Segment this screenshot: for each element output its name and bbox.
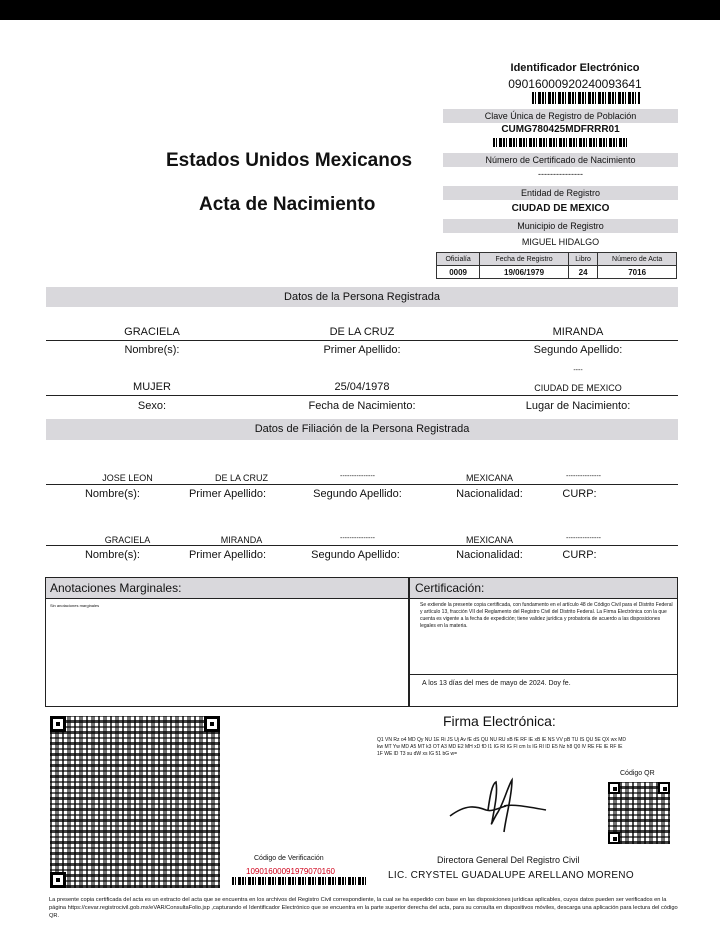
qr-finder	[658, 782, 670, 794]
id-barcode	[532, 92, 640, 104]
divider	[46, 395, 678, 396]
person-birthplace-label: Lugar de Nacimiento:	[525, 400, 631, 412]
parent2-nationality: MEXICANA	[465, 535, 513, 545]
parent1-surname1: DE LA CRUZ	[214, 473, 268, 483]
person-name-label: Nombre(s):	[124, 344, 180, 356]
certificate-label: Número de Certificado de Nacimiento	[443, 153, 678, 167]
header-libro: Libro	[568, 253, 597, 266]
person-sex-label: Sexo:	[137, 400, 167, 412]
parent1-nationality: MEXICANA	[465, 473, 513, 483]
qr-finder	[608, 782, 620, 794]
parent1-curp-label: CURP:	[562, 488, 597, 500]
annotations-title: Anotaciones Marginales:	[50, 581, 182, 595]
qr-finder	[50, 716, 66, 732]
large-qr-code	[50, 716, 220, 888]
value-oficialia: 0009	[437, 266, 480, 279]
person-surname2-label: Segundo Apellido:	[533, 344, 623, 356]
parent2-curp: ---------------	[566, 535, 601, 542]
director-title: Directora General Del Registro Civil	[437, 855, 580, 865]
value-fecha-registro: 19/06/1979	[480, 266, 569, 279]
value-numero-acta: 7016	[598, 266, 677, 279]
parent2-curp-label: CURP:	[562, 549, 597, 561]
document-title: Acta de Nacimiento	[199, 194, 376, 215]
header-oficialia: Oficialía	[437, 253, 480, 266]
annotations-text: Sin anotaciones marginales	[50, 603, 100, 608]
certificate-value: ---------------	[538, 169, 583, 179]
person-sex: MUJER	[133, 381, 171, 393]
footer-legal-text: La presente copia certificada del acta es un extracto del acta que se encuentra en los archivos del Registro Civil correspondiente, la cual se ha expedido con base en las disposiciones jurídicas aplicables, cuyos datos pueden ser verificados en la página https://cevar.registrocivil.gob.mx/eVAR/ConsultaFolio.jsp ,capturando el Identificador Electrónico que se encuentra en la parte superior derecha del acta, para su consulta en dispositivos móviles, descarga una aplicación para lectura del código QR.	[49, 897, 678, 919]
municipio-label: Municipio de Registro	[443, 219, 678, 233]
entity-label: Entidad de Registro	[443, 186, 678, 200]
registry-table	[436, 252, 677, 279]
electronic-id-number: 09016000920240093641	[508, 77, 642, 91]
signature-hash: Q1 VN Rz o4 MD Qy NU 1E Ri JS Uj Av fE dS QU NU RU xB fE RF IE xB IE NS VV pB TU IS QU 5E QX wx MD kw MT Yw MD A5 MT k3 OT A3 MD E2 MH xD fD I1 IG RI IG Fl cm Is IG RI ID E5 Nz h8 Q0 lV RE FE IE RF IE 1F WE lD T3 su dW xs IG 51 bG w=	[377, 737, 627, 757]
value-libro: 24	[568, 266, 597, 279]
person-dob-label: Fecha de Nacimiento:	[308, 400, 416, 412]
curp-label: Clave Única de Registro de Población	[443, 109, 678, 123]
parent1-name: JOSE LEON	[102, 473, 153, 483]
qr-label: Código QR	[620, 770, 655, 777]
certification-title: Certificación:	[415, 581, 485, 595]
entity-value: CIUDAD DE MEXICO	[511, 203, 610, 214]
parent2-name-label: Nombre(s):	[84, 549, 140, 561]
parent1-nationality-label: Nacionalidad:	[456, 488, 523, 500]
parent2-surname1-label: Primer Apellido:	[188, 549, 267, 561]
parent2-surname2: ---------------	[340, 535, 375, 542]
parent1-surname2-label: Segundo Apellido:	[313, 488, 402, 500]
person-name: GRACIELA	[124, 326, 180, 338]
divider	[46, 340, 678, 341]
person-surname2: MIRANDA	[552, 326, 604, 338]
verification-barcode	[232, 877, 368, 885]
person-dob: 25/04/1978	[334, 381, 390, 393]
verification-code: 10901600091979070160	[246, 867, 335, 876]
parent1-surname2: ---------------	[340, 473, 375, 480]
parent2-surname2-label: Segundo Apellido:	[311, 549, 400, 561]
municipio-value: MIGUEL HIDALGO	[521, 237, 600, 247]
handwritten-signature	[446, 776, 556, 838]
header-fecha-registro: Fecha de Registro	[480, 253, 569, 266]
parent1-name-label: Nombre(s):	[84, 488, 140, 500]
parent1-surname1-label: Primer Apellido:	[188, 488, 267, 500]
parent1-curp: ---------------	[566, 473, 601, 480]
certification-text: Se extiende la presente copia certificada, con fundamento en el artículo 48 de Código Civil para el Distrito Federal y artículo 13, fracción VII del Reglamento del Registro Civil del Distrito Federal. La Firma Electrónica con la que cuenta es vigente a la fecha de expedición; tiene validez jurídica y probatoria de acuerdo a las disposiciones legales en la materia.	[420, 602, 673, 629]
certification-divider	[410, 674, 677, 675]
parent2-nationality-label: Nacionalidad:	[456, 549, 523, 561]
top-black-bar	[0, 0, 720, 20]
certification-date: A los 13 días del mes de mayo de 2024. Doy fe.	[422, 680, 571, 687]
qr-finder	[204, 716, 220, 732]
header-numero-acta: Número de Acta	[598, 253, 677, 266]
curp-barcode	[493, 138, 629, 147]
curp-value: CUMG780425MDFRRR01	[501, 124, 620, 135]
person-surname1-label: Primer Apellido:	[323, 344, 401, 356]
person-surname1: DE LA CRUZ	[329, 326, 395, 338]
signature-title: Firma Electrónica:	[443, 713, 556, 729]
divider	[46, 545, 678, 546]
person-birthplace: CIUDAD DE MEXICO	[534, 383, 622, 393]
divider	[46, 484, 678, 485]
qr-finder	[50, 872, 66, 888]
electronic-id-title: Identificador Electrónico	[510, 62, 640, 74]
section-filiation: Datos de Filiación de la Persona Registrada	[46, 419, 678, 440]
director-name: LIC. CRYSTEL GUADALUPE ARELLANO MORENO	[388, 870, 634, 881]
person-curp-dash: ----	[573, 367, 583, 374]
small-qr-code	[608, 782, 670, 844]
qr-finder	[608, 832, 620, 844]
parent2-surname1: MIRANDA	[220, 535, 263, 545]
verification-label: Código de Verificación	[254, 855, 324, 862]
country-title: Estados Unidos Mexicanos	[166, 150, 413, 171]
section-person: Datos de la Persona Registrada	[46, 287, 678, 307]
parent2-name: GRACIELA	[104, 535, 151, 545]
